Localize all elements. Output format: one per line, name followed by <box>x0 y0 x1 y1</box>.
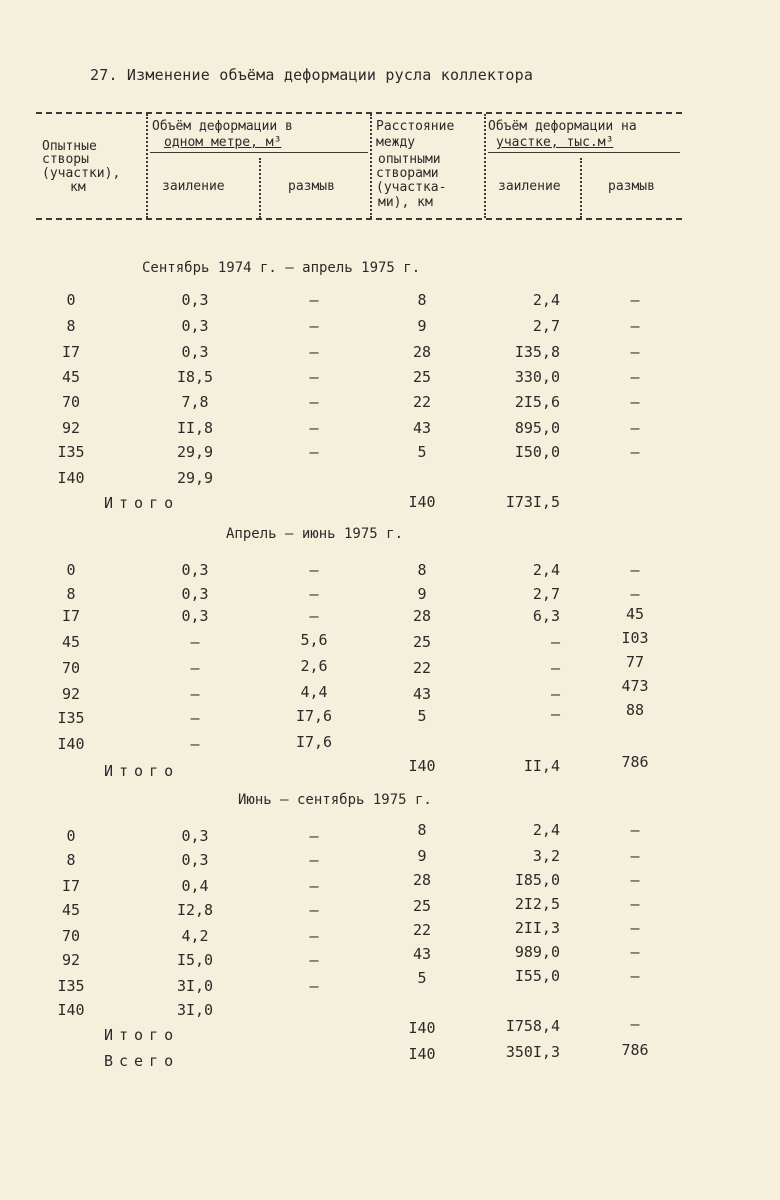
cell: I40 <box>57 735 85 753</box>
cell: 2,4 <box>532 821 560 839</box>
cell: 2,7 <box>532 317 560 335</box>
total-label: Итого <box>104 494 180 512</box>
header-text: между <box>376 135 416 150</box>
cell: I7 <box>61 607 81 625</box>
cell: – <box>309 443 319 461</box>
cell: 43 <box>412 945 432 963</box>
cell: 88 <box>625 701 645 719</box>
cell: 895,0 <box>514 419 560 437</box>
header-text: створами <box>376 166 439 181</box>
group2-underline <box>488 152 680 153</box>
cell: 8 <box>66 585 76 603</box>
cell: 77 <box>625 653 645 671</box>
cell: I35 <box>57 443 85 461</box>
cell: – <box>630 419 640 437</box>
cell: I5,0 <box>176 951 214 969</box>
section-title: Июнь – сентябрь 1975 г. <box>238 792 432 808</box>
header-text: размыв <box>288 179 335 194</box>
cell: – <box>630 943 640 961</box>
header-text: Расстояние <box>376 119 455 134</box>
section-title: Сентябрь 1974 г. – апрель 1975 г. <box>142 260 421 276</box>
cell: I7,6 <box>295 733 333 751</box>
cell: – <box>309 877 319 895</box>
total-label: Итого <box>104 1026 180 1044</box>
cell: 0 <box>66 827 76 845</box>
cell: 92 <box>61 685 81 703</box>
cell: I40 <box>408 493 436 511</box>
cell: – <box>309 585 319 603</box>
cell: 5 <box>417 707 427 725</box>
cell: 22 <box>412 921 432 939</box>
cell: I40 <box>408 1019 436 1037</box>
cell: – <box>630 895 640 913</box>
cell: – <box>550 705 560 723</box>
group1-underline <box>150 152 368 153</box>
cell: 22 <box>412 393 432 411</box>
header-divider <box>580 158 582 218</box>
cell: 2,4 <box>532 291 560 309</box>
cell: – <box>309 393 319 411</box>
cell: 2,7 <box>532 585 560 603</box>
cell: – <box>309 343 319 361</box>
cell: 45 <box>61 633 81 651</box>
cell: 2II,3 <box>514 919 560 937</box>
header-text: размыв <box>608 179 655 194</box>
cell: 989,0 <box>514 943 560 961</box>
cell: 2I2,5 <box>514 895 560 913</box>
cell: 3I,0 <box>176 977 214 995</box>
cell: 28 <box>412 871 432 889</box>
cell: 3,2 <box>532 847 560 865</box>
cell: 330,0 <box>514 368 560 386</box>
cell: 9 <box>417 317 427 335</box>
cell: – <box>550 659 560 677</box>
cell: I55,0 <box>514 967 560 985</box>
cell: I35 <box>57 977 85 995</box>
cell: 2I5,6 <box>514 393 560 411</box>
cell: 8 <box>417 821 427 839</box>
cell: 0 <box>66 291 76 309</box>
header-divider <box>370 114 372 218</box>
cell: 5 <box>417 969 427 987</box>
cell: 0 <box>66 561 76 579</box>
cell: 786 <box>621 753 649 771</box>
cell: I7 <box>61 877 81 895</box>
cell: – <box>309 901 319 919</box>
header-text: Объём деформации на <box>488 119 637 134</box>
cell: – <box>190 633 200 651</box>
cell: – <box>190 709 200 727</box>
cell: I85,0 <box>514 871 560 889</box>
cell: 2,6 <box>300 657 328 675</box>
cell: I40 <box>57 469 85 487</box>
cell: 0,3 <box>181 851 209 869</box>
cell: 2,4 <box>532 561 560 579</box>
cell: 28 <box>412 607 432 625</box>
header-text: заиление <box>162 179 225 194</box>
cell: 43 <box>412 685 432 703</box>
cell: – <box>630 291 640 309</box>
cell: 8 <box>417 561 427 579</box>
cell: 8 <box>66 317 76 335</box>
cell: 92 <box>61 951 81 969</box>
cell: 28 <box>412 343 432 361</box>
cell: – <box>309 607 319 625</box>
header-text: Объём деформации в <box>152 119 293 134</box>
cell: 350I,3 <box>505 1043 560 1061</box>
cell: I40 <box>408 757 436 775</box>
cell: 0,4 <box>181 877 209 895</box>
cell: 3I,0 <box>176 1001 214 1019</box>
cell: 8 <box>66 851 76 869</box>
cell: – <box>309 977 319 995</box>
cell: – <box>630 561 640 579</box>
cell: – <box>309 368 319 386</box>
cell: – <box>630 967 640 985</box>
header-divider <box>484 114 486 218</box>
cell: – <box>309 827 319 845</box>
cell: 473 <box>621 677 649 695</box>
cell: I7,6 <box>295 707 333 725</box>
cell: – <box>309 927 319 945</box>
cell: 70 <box>61 659 81 677</box>
header-text: створы <box>42 152 89 167</box>
table-title: 27. Изменение объёма деформации русла коллектора <box>90 66 534 84</box>
cell: – <box>309 291 319 309</box>
header-text: заиление <box>498 179 561 194</box>
header-text: ми), км <box>378 195 433 210</box>
cell: – <box>630 393 640 411</box>
cell: I40 <box>408 1045 436 1063</box>
cell: 5 <box>417 443 427 461</box>
cell: 6,3 <box>532 607 560 625</box>
cell: – <box>630 1015 640 1033</box>
cell: – <box>190 659 200 677</box>
cell: 25 <box>412 633 432 651</box>
cell: 45 <box>61 368 81 386</box>
cell: – <box>630 871 640 889</box>
cell: 0,3 <box>181 585 209 603</box>
cell: 0,3 <box>181 317 209 335</box>
cell: 29,9 <box>176 443 214 461</box>
cell: – <box>190 735 200 753</box>
cell: 4,2 <box>181 927 209 945</box>
cell: – <box>309 951 319 969</box>
header-text: опытными <box>378 152 441 167</box>
cell: 0,3 <box>181 827 209 845</box>
cell: 8 <box>417 291 427 309</box>
cell: I7 <box>61 343 81 361</box>
header-bottom-rule <box>36 218 682 220</box>
header-text: одном метре, м³ <box>164 135 282 150</box>
cell: I8,5 <box>176 368 214 386</box>
cell: – <box>630 821 640 839</box>
cell: 786 <box>621 1041 649 1059</box>
cell: 9 <box>417 585 427 603</box>
cell: I50,0 <box>514 443 560 461</box>
cell: – <box>630 585 640 603</box>
cell: – <box>630 343 640 361</box>
cell: – <box>630 443 640 461</box>
cell: II,8 <box>176 419 214 437</box>
cell: I35,8 <box>514 343 560 361</box>
cell: – <box>550 685 560 703</box>
cell: 0,3 <box>181 607 209 625</box>
section-title: Апрель – июнь 1975 г. <box>226 526 404 542</box>
cell: – <box>630 317 640 335</box>
cell: 45 <box>625 605 645 623</box>
cell: II,4 <box>523 757 560 775</box>
cell: – <box>190 685 200 703</box>
cell: – <box>309 561 319 579</box>
cell: – <box>309 419 319 437</box>
cell: 92 <box>61 419 81 437</box>
cell: 43 <box>412 419 432 437</box>
cell: 25 <box>412 368 432 386</box>
cell: 0,3 <box>181 343 209 361</box>
cell: I2,8 <box>176 901 214 919</box>
header-text: (участка- <box>376 180 447 195</box>
cell: I40 <box>57 1001 85 1019</box>
header-text: участке, тыс.м³ <box>496 135 614 150</box>
total-label: Всего <box>104 1052 180 1070</box>
cell: 70 <box>61 393 81 411</box>
cell: 7,8 <box>181 393 209 411</box>
cell: – <box>630 847 640 865</box>
cell: 70 <box>61 927 81 945</box>
header-text: км <box>70 180 86 195</box>
header-text: (участки), <box>42 166 121 181</box>
cell: I73I,5 <box>505 493 560 511</box>
cell: – <box>309 317 319 335</box>
cell: 29,9 <box>176 469 214 487</box>
header-divider <box>146 114 148 218</box>
cell: 9 <box>417 847 427 865</box>
cell: I758,4 <box>505 1017 560 1035</box>
cell: 22 <box>412 659 432 677</box>
header-top-rule <box>36 112 682 114</box>
cell: 0,3 <box>181 561 209 579</box>
total-label: Итого <box>104 762 180 780</box>
cell: – <box>630 919 640 937</box>
cell: I03 <box>621 629 649 647</box>
cell: – <box>550 633 560 651</box>
cell: 5,6 <box>300 631 328 649</box>
cell: I35 <box>57 709 85 727</box>
cell: – <box>309 851 319 869</box>
cell: 4,4 <box>300 683 328 701</box>
header-text: Опытные <box>42 139 97 154</box>
cell: 0,3 <box>181 291 209 309</box>
cell: 25 <box>412 897 432 915</box>
cell: 45 <box>61 901 81 919</box>
header-divider <box>259 158 261 218</box>
cell: – <box>630 368 640 386</box>
